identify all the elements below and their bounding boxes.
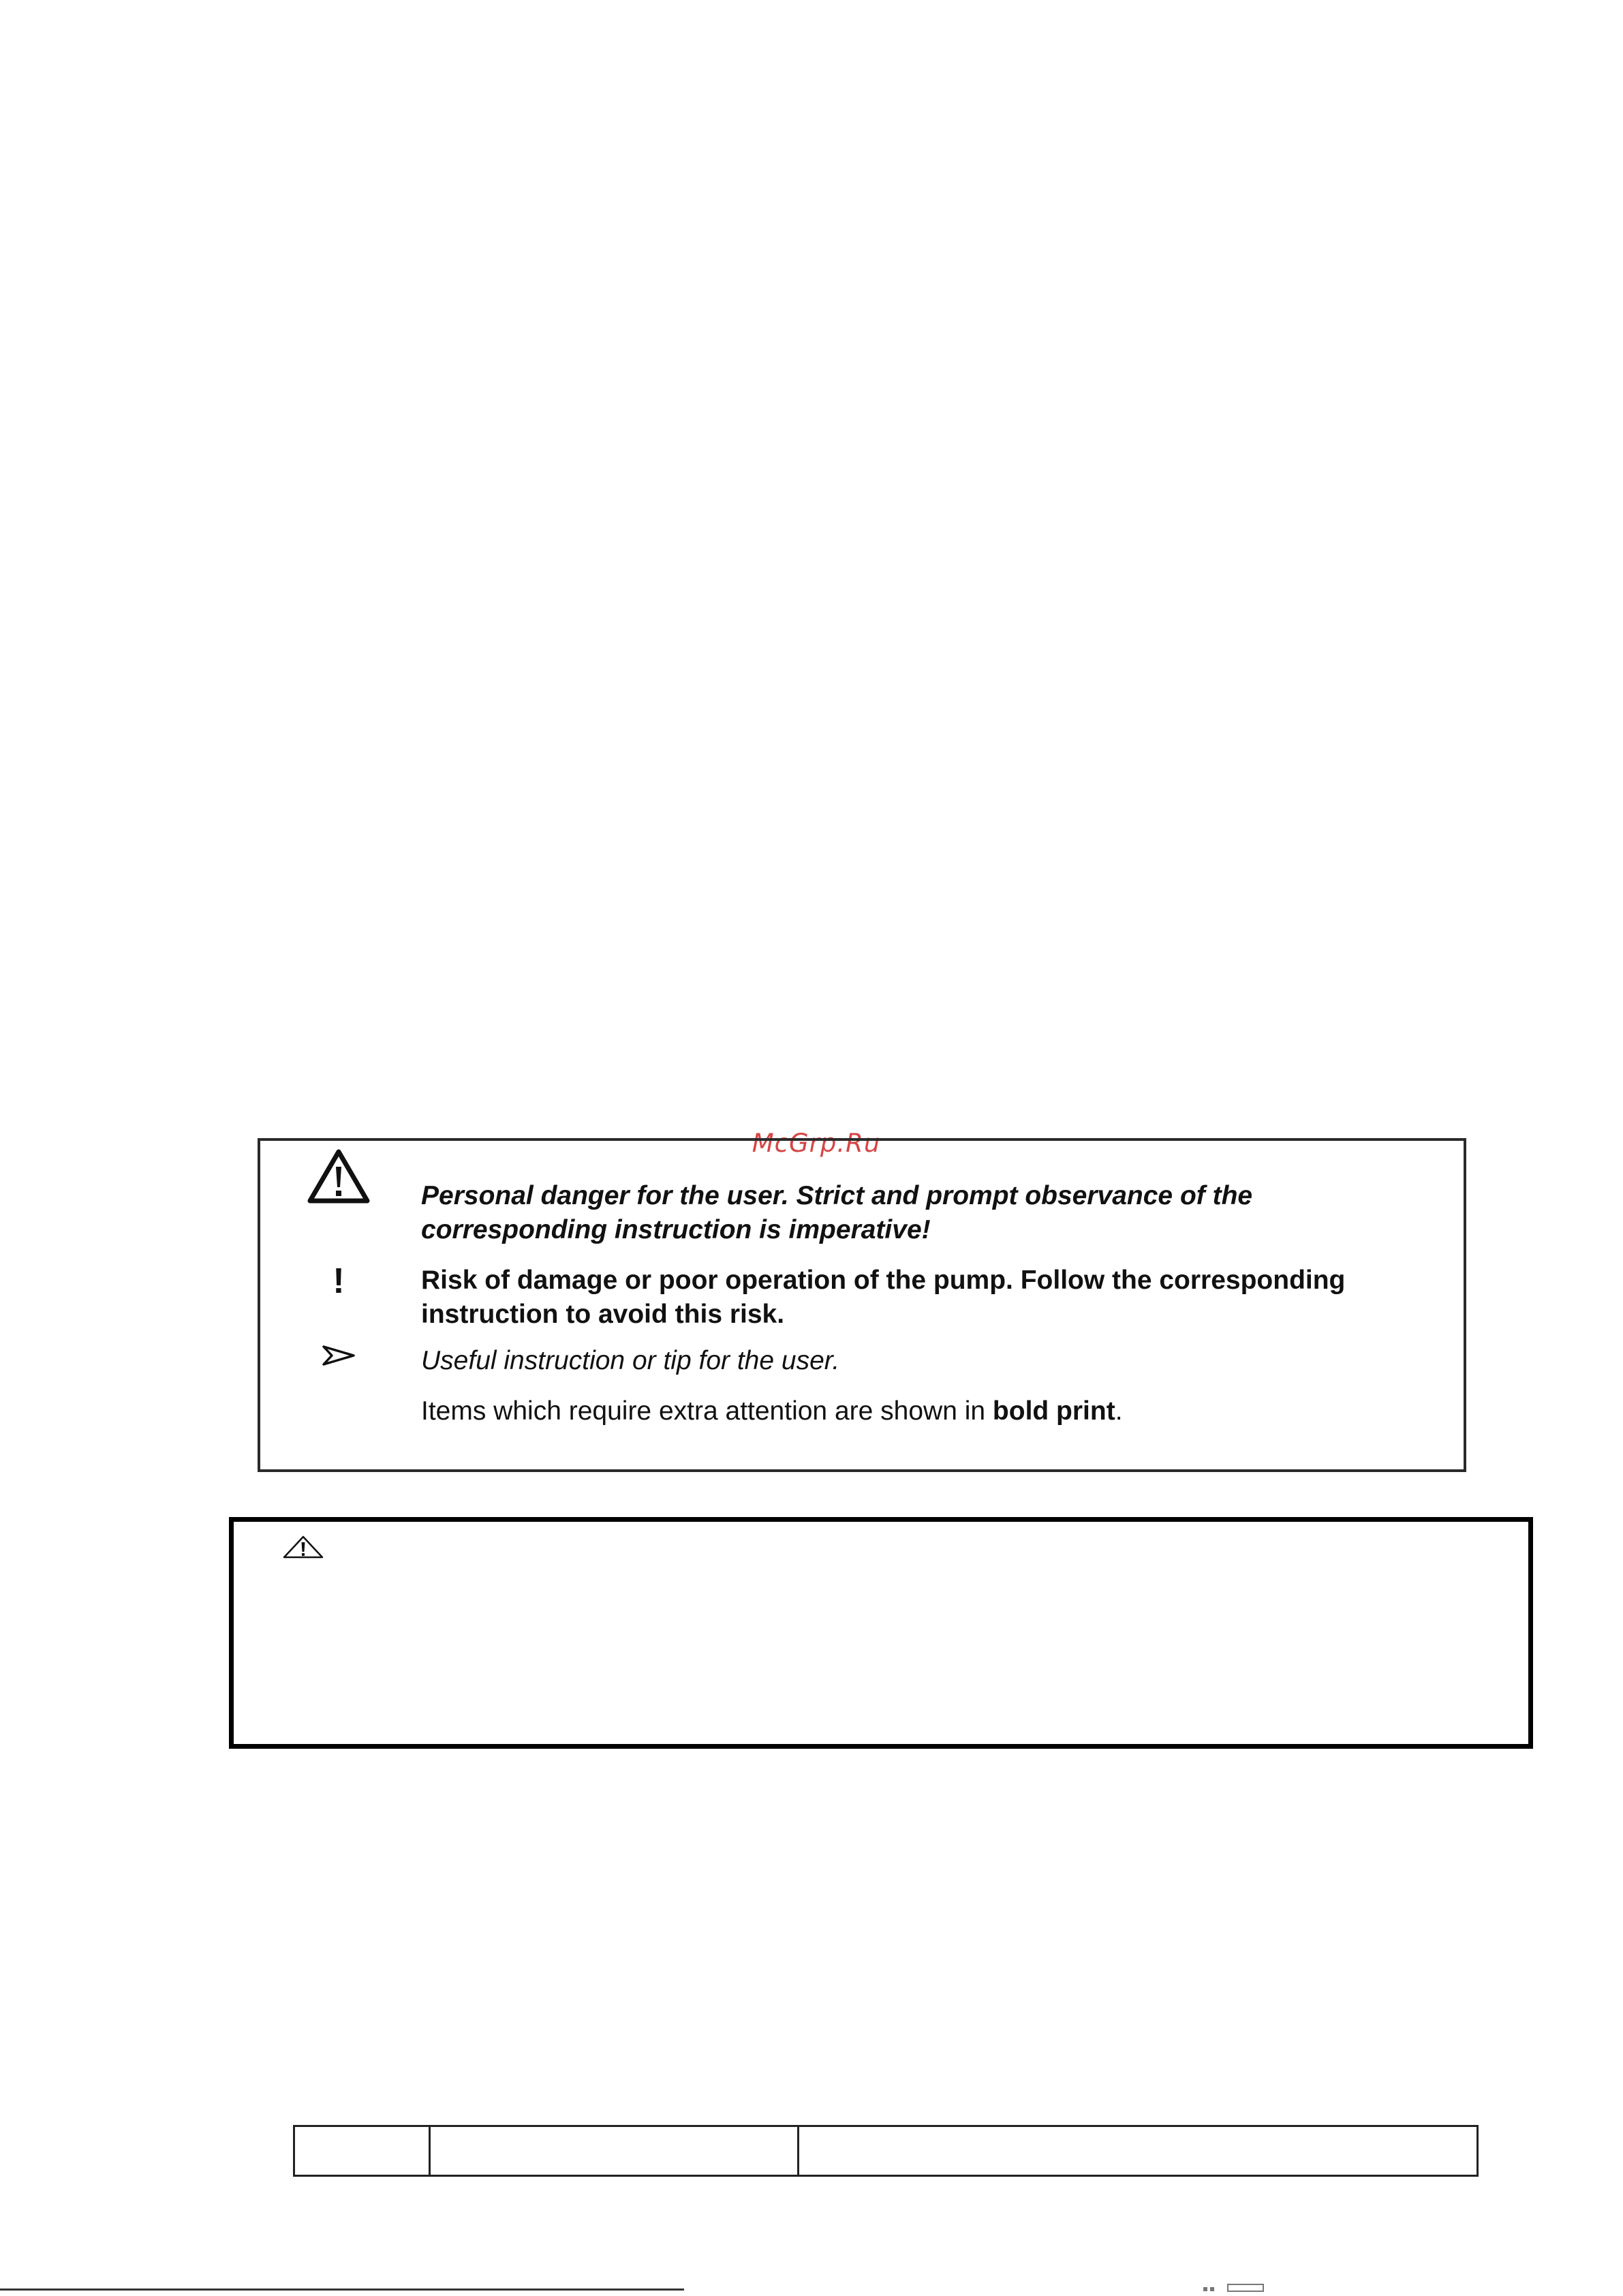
exclamation-symbol: !: [333, 1261, 345, 1301]
symbol-legend-box: [258, 1138, 1466, 1472]
exclamation-icon: [301, 1261, 376, 1301]
warning-triangle-icon: [301, 1148, 376, 1205]
warning-box: [229, 1517, 1533, 1749]
arrowhead-icon: [301, 1344, 376, 1367]
bottom-rule: [0, 2289, 684, 2291]
legend-text-tip: Useful instruction or tip for the user.: [421, 1346, 840, 1375]
note-text-before: Items which require extra attention are shown in: [421, 1396, 993, 1426]
bottom-edge-mark: [1201, 2283, 1266, 2293]
legend-text-danger: Personal danger for the user. Strict and prompt observance of the corresponding instruction is imperative!: [421, 1181, 1253, 1244]
footer-cell-1: [294, 2126, 430, 2176]
note-text-after: .: [1115, 1396, 1123, 1426]
note-text-bold: bold print: [992, 1396, 1115, 1426]
watermark: McGrp.Ru: [752, 1129, 881, 1158]
footer-cell-2: [430, 2126, 799, 2176]
footer-cell-3: [799, 2126, 1478, 2176]
footer-row: [294, 2126, 1478, 2176]
small-warning-triangle-icon: [283, 1535, 324, 1562]
footer-table: [293, 2125, 1479, 2177]
legend-text-risk: Risk of damage or poor operation of the pump. Follow the corresponding instruction to avoid this risk.: [421, 1266, 1346, 1329]
legend-text-note: [421, 1394, 1409, 1428]
